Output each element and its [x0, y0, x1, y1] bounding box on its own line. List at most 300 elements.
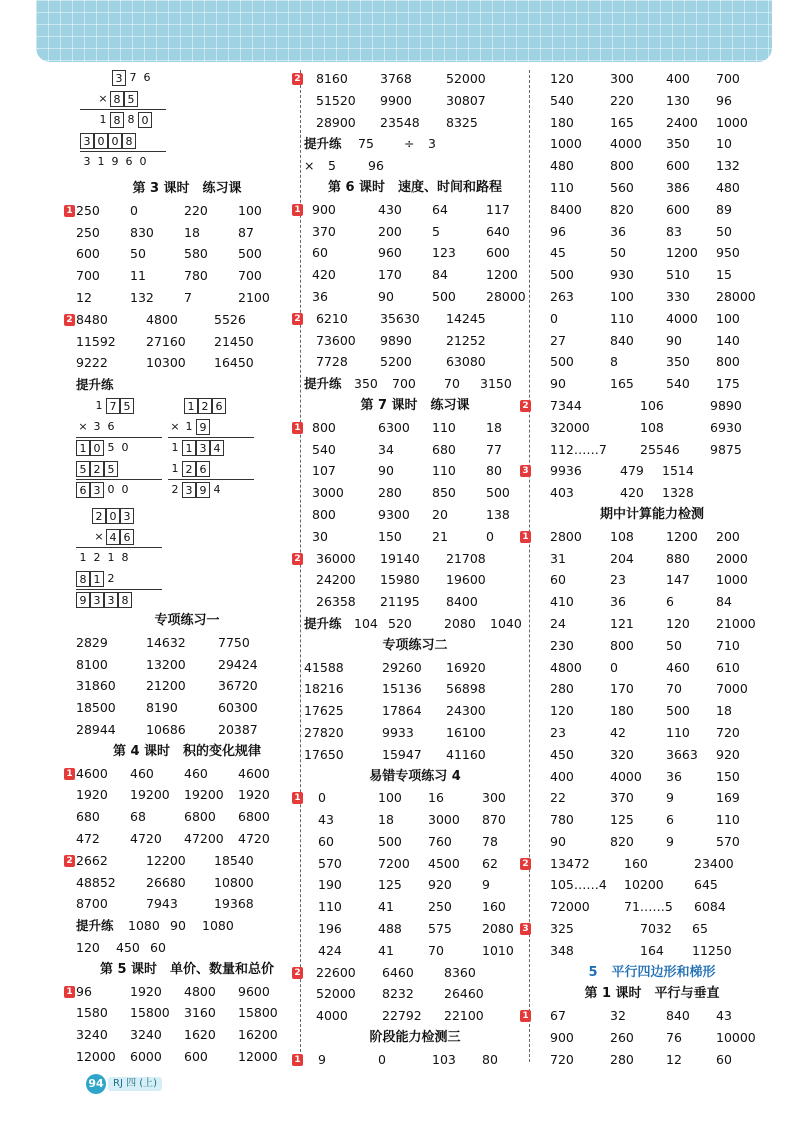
answer-cell: 41 — [378, 942, 394, 958]
answer-cell: 22600 — [316, 964, 356, 980]
answer-row — [66, 200, 298, 222]
answer-cell: 800 — [312, 419, 336, 435]
answer-cell: 12200 — [146, 852, 186, 868]
unit-number: 5 — [588, 964, 598, 980]
answer-cell: 110 — [432, 463, 456, 479]
answer-cell: 19368 — [214, 896, 254, 912]
calc-line — [92, 506, 134, 526]
answer-row — [76, 352, 298, 374]
calc-digit: 4 — [213, 482, 221, 496]
answer-cell: 230 — [550, 637, 574, 653]
answer-cell: 36 — [312, 288, 328, 304]
answer-cell: 78 — [482, 833, 498, 849]
answer-cell: 300 — [610, 71, 634, 86]
answer-cell: 21 — [432, 528, 448, 544]
vertical-multiplication — [76, 396, 166, 506]
answer-cell: 4000 — [316, 1008, 348, 1024]
calc-digit: 1 — [95, 398, 103, 412]
calc-digit: 0 — [106, 508, 120, 524]
answer-cell: 850 — [432, 485, 456, 501]
answer-row — [294, 962, 526, 984]
answer-cell: 220 — [184, 202, 208, 218]
answer-row — [532, 635, 772, 657]
answer-row — [294, 68, 526, 90]
vertical-multiplication — [80, 68, 298, 178]
answer-cell: 460 — [666, 659, 690, 675]
answer-cell: 8190 — [146, 700, 178, 716]
answer-cell: 600 — [666, 201, 690, 217]
calc-digit: 8 — [121, 550, 129, 564]
answer-cell: 488 — [378, 921, 402, 937]
answer-cell: 140 — [716, 332, 740, 348]
answer-cell: 89 — [716, 201, 732, 217]
answer-cell: 6800 — [184, 809, 216, 825]
answer-cell: 60 — [150, 939, 166, 955]
answer-cell: 60300 — [218, 700, 258, 716]
answer-row — [532, 787, 772, 809]
answer-cell: 196 — [318, 921, 342, 937]
calc-digit: × — [98, 92, 108, 105]
answer-cell: 120 — [76, 939, 100, 955]
answer-cell: 8700 — [76, 896, 108, 912]
answer-cell: 575 — [428, 921, 452, 937]
answer-row — [66, 309, 298, 331]
answer-cell: 480 — [550, 158, 574, 174]
answer-cell: 45 — [550, 245, 566, 261]
answer-cell: 325 — [550, 921, 574, 937]
calc-digit: 6 — [143, 71, 151, 84]
practice-label: 提升练 — [304, 136, 342, 152]
answer-cell: 220 — [610, 92, 634, 108]
answer-cell: 3768 — [380, 71, 412, 86]
answer-cell: 18216 — [304, 681, 344, 697]
answer-cell: 19140 — [380, 550, 420, 566]
vertical-multiplication-pair — [76, 396, 298, 506]
answer-cell: 8480 — [76, 311, 108, 327]
header-banner — [36, 0, 772, 62]
answer-cell: 17625 — [304, 703, 344, 719]
answer-cell: 29424 — [218, 656, 258, 672]
answer-cell: 9890 — [710, 397, 742, 413]
answer-row — [532, 242, 772, 264]
answer-cell: 52000 — [446, 71, 486, 86]
answer-cell: 170 — [378, 267, 402, 283]
answer-row — [304, 896, 526, 918]
answer-row — [304, 242, 526, 264]
answer-row — [304, 831, 526, 853]
answer-cell: 700 — [238, 268, 262, 284]
midterm-test-title: 期中计算能力检测 — [599, 506, 704, 522]
answer-cell: 1580 — [76, 1005, 108, 1021]
answer-cell: 150 — [378, 528, 402, 544]
answer-cell: 132 — [716, 158, 740, 174]
calc-line — [76, 459, 118, 479]
answer-row — [532, 112, 772, 134]
answer-cell: 18 — [184, 224, 200, 240]
answer-row — [522, 853, 772, 875]
answer-cell: 90 — [378, 288, 394, 304]
answer-cell: 2080 — [444, 615, 476, 631]
answer-cell: 250 — [428, 899, 452, 915]
answer-cell: 348 — [550, 942, 574, 958]
calc-digit: 1 — [107, 550, 115, 564]
answer-cell: 18 — [716, 703, 732, 719]
practice-row — [76, 937, 298, 959]
answer-row — [532, 133, 772, 155]
answer-cell: 180 — [550, 114, 574, 130]
answer-cell: 107 — [312, 463, 336, 479]
answer-cell: 250 — [76, 202, 100, 218]
calc-line — [76, 590, 132, 610]
answer-cell: 200 — [716, 528, 740, 544]
answer-cell: 15800 — [238, 1005, 278, 1021]
answer-cell: 800 — [610, 637, 634, 653]
answer-cell: 1000 — [550, 136, 582, 152]
calc-digit: 7 — [129, 71, 137, 84]
answer-cell: 104 — [354, 615, 378, 631]
answer-cell: 169 — [716, 790, 740, 806]
answer-cell: 110 — [610, 310, 634, 326]
calc-line — [76, 569, 118, 589]
answer-cell: 424 — [318, 942, 342, 958]
answer-row — [304, 286, 526, 308]
answer-cell: 2400 — [666, 114, 698, 130]
answer-cell: 350 — [666, 354, 690, 370]
calc-digit: 3 — [120, 508, 134, 524]
calc-digit: 2 — [198, 398, 212, 414]
answer-cell: 26460 — [444, 986, 484, 1002]
answer-row — [304, 90, 526, 112]
answer-cell: 10800 — [214, 874, 254, 890]
question-number-badge: 2 — [292, 967, 303, 979]
answer-cell: ÷ — [404, 136, 415, 152]
answer-cell: 132 — [130, 289, 154, 305]
answer-cell: 1000 — [716, 572, 748, 588]
calc-digit: 1 — [76, 440, 90, 456]
answer-cell: 4000 — [610, 136, 642, 152]
answer-cell: 50 — [716, 223, 732, 239]
answer-cell: 420 — [620, 485, 644, 501]
answer-row — [532, 613, 772, 635]
calc-digit: 8 — [110, 112, 124, 128]
answer-cell: 5526 — [214, 311, 246, 327]
answer-cell: 4800 — [184, 983, 216, 999]
answer-cell: 180 — [610, 703, 634, 719]
answer-cell: 330 — [666, 288, 690, 304]
calc-digit: × — [94, 529, 104, 543]
answer-cell: 2829 — [76, 634, 108, 650]
answer-cell: 27 — [550, 332, 566, 348]
answer-cell: 1000 — [716, 114, 748, 130]
answer-row — [304, 678, 526, 700]
answer-cell: 4000 — [666, 310, 698, 326]
calc-digit: 6 — [76, 482, 90, 498]
calc-digit: 1 — [171, 440, 179, 454]
calc-line — [80, 131, 136, 151]
answer-row — [304, 722, 526, 744]
answer-cell: 30 — [312, 528, 328, 544]
answer-row — [304, 112, 526, 134]
answer-row — [522, 395, 772, 417]
answer-cell: 117 — [486, 201, 510, 217]
calc-rule — [76, 589, 162, 590]
answer-cell: 386 — [666, 179, 690, 195]
answer-row — [532, 221, 772, 243]
answer-row — [76, 893, 298, 915]
calc-digit: × — [78, 419, 88, 433]
answer-cell: 150 — [716, 768, 740, 784]
answer-cell: 123 — [432, 245, 456, 261]
answer-cell: 36 — [610, 223, 626, 239]
answer-cell: 4600 — [238, 765, 270, 781]
answer-cell: 3160 — [184, 1005, 216, 1021]
answer-cell: 830 — [130, 224, 154, 240]
answer-cell: 106 — [640, 397, 664, 413]
answer-cell: 2000 — [716, 550, 748, 566]
answer-cell: 0 — [550, 310, 558, 326]
answer-row — [66, 981, 298, 1003]
answer-cell: 920 — [716, 746, 740, 762]
answer-cell: 1514 — [662, 463, 694, 479]
answer-cell: 120 — [550, 703, 574, 719]
answer-row — [532, 744, 772, 766]
answer-cell: 84 — [716, 594, 732, 610]
lesson-4-title: 第 4 课时 积的变化规律 — [112, 743, 262, 759]
answer-row — [76, 632, 298, 654]
answer-cell: 430 — [378, 201, 402, 217]
calc-rule — [76, 547, 162, 548]
answer-cell: 36 — [666, 768, 682, 784]
answer-row — [304, 569, 526, 591]
answer-cell: 3 — [428, 136, 436, 152]
answer-cell: 6800 — [238, 809, 270, 825]
calc-rule — [76, 437, 162, 438]
answer-cell: 0 — [318, 790, 326, 806]
question-number-badge: 1 — [64, 205, 75, 217]
answer-cell: 640 — [486, 223, 510, 239]
unit-5-title — [532, 962, 772, 984]
answer-cell: 190 — [318, 877, 342, 893]
answer-cell: 5 — [432, 223, 440, 239]
answer-cell: 13200 — [146, 656, 186, 672]
answer-cell: 19600 — [446, 572, 486, 588]
calc-digit: 0 — [138, 112, 152, 128]
answer-cell: 16100 — [446, 724, 486, 740]
calc-line — [96, 110, 152, 130]
answer-cell: 900 — [312, 201, 336, 217]
answer-row — [532, 68, 772, 90]
column-middle — [294, 68, 526, 1068]
special-exercise-1-title: 专项练习一 — [154, 612, 220, 628]
answer-cell: 9936 — [550, 463, 582, 479]
practice-label: 提升练 — [304, 376, 342, 392]
calc-digit: 1 — [171, 461, 179, 475]
answer-cell: 71……5 — [624, 899, 673, 915]
question-number-badge: 1 — [520, 1010, 531, 1022]
answer-cell: 1080 — [128, 918, 160, 934]
answer-cell: 500 — [550, 354, 574, 370]
answer-cell: 2662 — [76, 852, 108, 868]
answer-cell: 110 — [318, 899, 342, 915]
answer-cell: 280 — [610, 1051, 634, 1067]
answer-cell: 700 — [392, 376, 416, 392]
answer-cell: 23 — [550, 724, 566, 740]
calc-digit: 3 — [90, 592, 104, 608]
calc-digit: 2 — [93, 550, 101, 564]
answer-row — [76, 828, 298, 850]
answer-cell: 147 — [666, 572, 690, 588]
calc-digit: 3 — [182, 482, 196, 498]
answer-cell: 175 — [716, 376, 740, 392]
answer-cell: 68 — [130, 809, 146, 825]
answer-cell: 460 — [184, 765, 208, 781]
answer-row — [304, 460, 526, 482]
answer-cell: 84 — [432, 267, 448, 283]
answer-row — [532, 199, 772, 221]
calc-digit: 8 — [76, 571, 90, 587]
answer-cell: 60 — [312, 245, 328, 261]
answer-cell: 780 — [550, 812, 574, 828]
answer-row — [532, 373, 772, 395]
answer-row — [532, 351, 772, 373]
answer-cell: 90 — [378, 463, 394, 479]
calc-digit: 0 — [108, 133, 122, 149]
answer-cell: 96 — [716, 92, 732, 108]
answer-cell: 0 — [486, 528, 494, 544]
answer-cell: 510 — [666, 267, 690, 283]
answer-row — [304, 744, 526, 766]
answer-cell: 60 — [550, 572, 566, 588]
practice-row — [304, 373, 526, 395]
answer-row — [532, 657, 772, 679]
calc-digit: 8 — [122, 133, 136, 149]
answer-cell: 520 — [388, 615, 412, 631]
practice-label: 提升练 — [304, 615, 342, 631]
answer-cell: 1200 — [486, 267, 518, 283]
answer-cell: 1920 — [76, 787, 108, 803]
practice-row — [304, 133, 526, 155]
question-number-badge: 1 — [64, 768, 75, 780]
answer-cell: 130 — [666, 92, 690, 108]
answer-row — [76, 287, 298, 309]
answer-row — [294, 417, 526, 439]
answer-cell: 263 — [550, 288, 574, 304]
answer-row — [304, 482, 526, 504]
practice-row — [76, 915, 298, 937]
calc-digit: 8 — [118, 592, 132, 608]
answer-cell: 204 — [610, 550, 634, 566]
answer-cell: 460 — [130, 765, 154, 781]
answer-cell: 23548 — [380, 114, 420, 130]
column-right — [522, 68, 772, 1068]
calc-digit: 3 — [196, 440, 210, 456]
answer-cell: 87 — [238, 224, 254, 240]
answer-cell: 8400 — [446, 594, 478, 610]
answer-row — [532, 766, 772, 788]
answer-cell: 720 — [550, 1051, 574, 1067]
answer-cell: 16920 — [446, 659, 486, 675]
answer-row — [76, 806, 298, 828]
answer-cell: 121 — [610, 615, 634, 631]
question-number-badge: 1 — [520, 531, 531, 543]
answer-cell: 22 — [550, 790, 566, 806]
answer-cell: 10300 — [146, 355, 186, 371]
answer-row — [532, 286, 772, 308]
practice-row — [304, 155, 526, 177]
question-number-badge: 3 — [520, 923, 531, 935]
answer-cell: 7200 — [378, 855, 410, 871]
calc-digit: 3 — [112, 70, 126, 86]
calc-digit: 3 — [90, 482, 104, 498]
calc-digit: 4 — [210, 440, 224, 456]
answer-cell: 170 — [610, 681, 634, 697]
answer-cell: 105……4 — [550, 877, 607, 893]
answer-cell: 4500 — [428, 855, 460, 871]
answer-cell: 67 — [550, 1008, 566, 1024]
answer-cell: 72000 — [550, 899, 590, 915]
calc-digit: 8 — [127, 113, 135, 126]
answer-cell: 96 — [76, 983, 92, 999]
answer-cell: 700 — [76, 268, 100, 284]
answer-cell: 570 — [318, 855, 342, 871]
answer-cell: 15800 — [130, 1005, 170, 1021]
answer-cell: 110 — [550, 179, 574, 195]
answer-cell: 31860 — [76, 678, 116, 694]
lesson-5-title: 第 5 课时 单价、数量和总价 — [99, 961, 275, 977]
calc-rule — [80, 151, 166, 152]
answer-cell: 80 — [486, 463, 502, 479]
calc-line — [184, 396, 226, 416]
answer-cell: 112……7 — [550, 441, 607, 457]
answer-cell: 3000 — [428, 812, 460, 828]
answer-cell: 90 — [550, 833, 566, 849]
answer-cell: 12 — [76, 289, 92, 305]
answer-cell: 540 — [550, 92, 574, 108]
answer-cell: 110 — [432, 419, 456, 435]
answer-cell: 16 — [428, 790, 444, 806]
calc-digit: 2 — [107, 571, 115, 585]
answer-row — [294, 308, 526, 330]
answer-row — [532, 548, 772, 570]
answer-cell: 100 — [238, 202, 262, 218]
answer-row — [294, 787, 526, 809]
answer-row — [532, 1027, 772, 1049]
calc-digit: 2 — [171, 482, 179, 496]
answer-cell: 8 — [610, 354, 618, 370]
answer-cell: 2100 — [238, 289, 270, 305]
answer-row — [532, 264, 772, 286]
answer-cell: 10 — [716, 136, 732, 152]
answer-row — [76, 654, 298, 676]
calc-line — [76, 480, 132, 500]
calc-line — [92, 396, 134, 416]
answer-cell: 280 — [550, 681, 574, 697]
answer-cell: 820 — [610, 833, 634, 849]
answer-cell: 540 — [312, 441, 336, 457]
calc-digit: × — [170, 419, 180, 433]
answer-row — [304, 918, 526, 940]
calc-digit: 5 — [104, 461, 118, 477]
answer-cell: 4720 — [130, 830, 162, 846]
answer-cell: 920 — [428, 877, 452, 893]
question-number-badge: 1 — [292, 204, 303, 216]
calc-digit: 0 — [90, 440, 104, 456]
stage-test-3-title: 阶段能力检测三 — [369, 1030, 461, 1046]
answer-cell: 34 — [378, 441, 394, 457]
answer-cell: 65 — [692, 921, 708, 937]
calc-digit: 6 — [196, 461, 210, 477]
answer-cell: 500 — [666, 703, 690, 719]
